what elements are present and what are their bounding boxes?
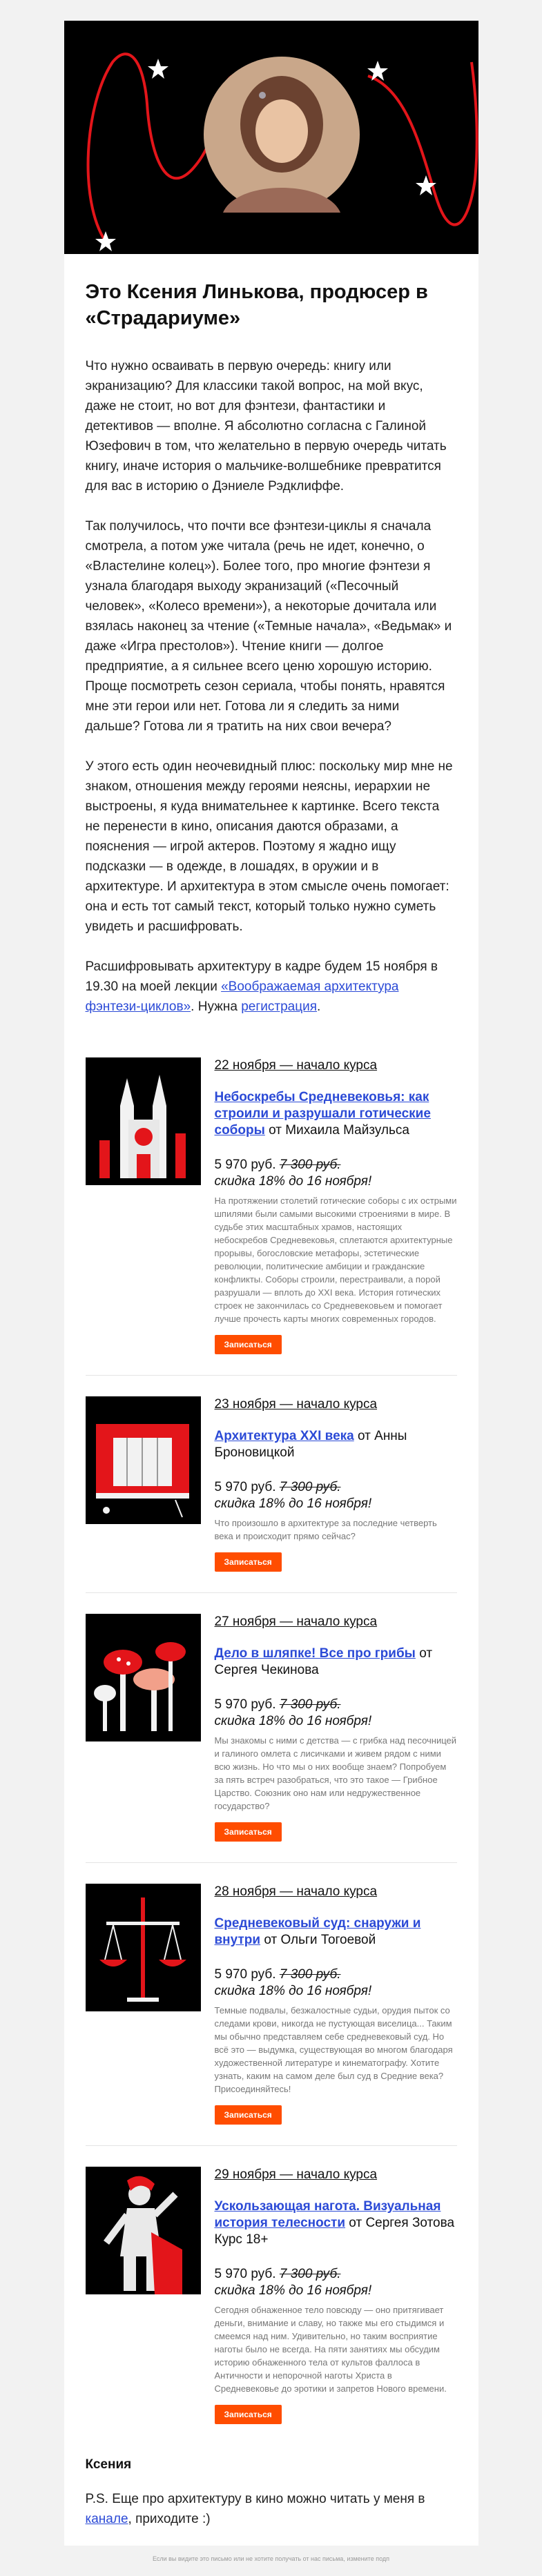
star-icon bbox=[95, 231, 116, 251]
course-title-line bbox=[215, 1089, 457, 1139]
email-container bbox=[64, 21, 478, 2572]
course-price: 5 970 руб. bbox=[214, 1480, 276, 1494]
course-image-court[interactable] bbox=[86, 1884, 201, 2011]
course-price: 5 970 руб. bbox=[214, 2267, 276, 2281]
course-old-price: 7 300 руб. bbox=[279, 1480, 341, 1494]
course-age-rating: Курс 18+ bbox=[214, 2232, 269, 2247]
enroll-button[interactable]: Записаться bbox=[215, 1822, 282, 1842]
enroll-button[interactable]: Записаться bbox=[215, 1552, 282, 1572]
course-price: 5 970 руб. bbox=[214, 1967, 276, 1982]
footer-text: Если вы видите это письмо или не хотите получать от нас письма, bbox=[152, 2555, 347, 2562]
course-price: 5 970 руб. bbox=[214, 1697, 276, 1712]
course-author: от Ольги Тогоевой bbox=[260, 1933, 376, 1947]
course-title-link[interactable]: Дело в шляпке! Все про грибы bbox=[214, 1646, 416, 1661]
course-old-price: 7 300 руб. bbox=[279, 2267, 341, 2281]
enroll-button[interactable]: Записаться bbox=[215, 2405, 282, 2424]
course-date[interactable]: 27 ноября — начало курса bbox=[214, 1614, 378, 1629]
course-discount: скидка 18% до 16 ноября! bbox=[214, 1174, 372, 1189]
course-discount: скидка 18% до 16 ноября! bbox=[214, 1496, 372, 1511]
course-title-link[interactable]: Архитектура XXI века bbox=[214, 1429, 354, 1443]
course-discount: скидка 18% до 16 ноября! bbox=[214, 1984, 372, 1998]
footer bbox=[64, 2546, 478, 2572]
course-description: Что произошло в архитектуре за последние четверть века и происходит прямо сейчас? bbox=[214, 1518, 437, 1541]
footer-link[interactable]: измените подп bbox=[347, 2555, 390, 2562]
hero-banner bbox=[64, 21, 478, 254]
course-description: Темные подвалы, безжалостные судьи, орудия пыток со следами крови, никогда не пустующая виселица... Таким мы обычно представляем себе средневековый суд. Но всё это — выдумка, существующая во многом благодаря художественной литературе и кинематографу. Хотите узнать, каким на самом деле был суд в Средние века? Присоединяйтесь! bbox=[214, 2005, 453, 2094]
course-description: Мы знакомы с ними с детства — с грибка над песочницей и галиного омлета с лисичками и живем рядом с ними всю жизнь. Но что мы о них вообще знаем? Попробуем за пять встреч разобраться, что это такое — Грибное Царство. Союзник оно нам или недружественное государство? bbox=[214, 1735, 457, 1811]
course-card bbox=[86, 1592, 457, 1862]
course-body bbox=[201, 1614, 457, 1842]
lecture-text-end: . bbox=[317, 999, 321, 1014]
course-discount: скидка 18% до 16 ноября! bbox=[214, 2283, 372, 2298]
statue-illustration bbox=[86, 2167, 201, 2294]
course-description: Сегодня обнаженное тело повсюду — оно притягивает деньги, внимание и славу, но также мы его стыдимся и смеемся над ним. Удивительно, но таким восприятие наготы было не всегда. На пяти занятиях мы обсудим историю обнаженного тела от культов фаллоса в Античности и непорочной наготы Христа в Средневековье до эротики и запретов Нового времени. bbox=[214, 2305, 447, 2394]
main-content bbox=[64, 254, 478, 2546]
course-title-link[interactable]: Средневековый суд: снаружи и внутри bbox=[214, 1916, 421, 1947]
course-old-price: 7 300 руб. bbox=[279, 1697, 341, 1712]
mushroom-illustration bbox=[86, 1614, 201, 1741]
course-image-nudity[interactable] bbox=[86, 2167, 201, 2294]
ps-text-pre: P.S. Еще про архитектуру в кино можно читать у меня в bbox=[85, 2492, 425, 2506]
course-price-line bbox=[215, 1157, 457, 1173]
postscript bbox=[86, 2489, 457, 2546]
course-price-line bbox=[215, 1967, 457, 1983]
course-description: На протяжении столетий готические соборы с их острыми шпилями были самыми высокими строениями в мире. В судьбе этих масштабных храмов, настоящих небоскребов Средневековья, сплетаются архитектурные прорывы, богословские метафоры, эстетические революции, политические амбиции и гражданские конфликты. Соборы строили, перестраивали, а порой разрушали — вплоть до XXI века. История готических строек не закончилась со Средневековьем и помогает лучше прочесть карты многих современных городов. bbox=[214, 1196, 457, 1324]
lecture-paragraph bbox=[86, 957, 457, 1017]
course-old-price: 7 300 руб. bbox=[279, 1967, 341, 1982]
course-image-architecture[interactable] bbox=[86, 1396, 201, 1524]
course-title-line bbox=[215, 1646, 457, 1679]
scales-illustration bbox=[86, 1884, 201, 2011]
course-price-line bbox=[215, 1479, 457, 1496]
enroll-button[interactable]: Записаться bbox=[215, 2105, 282, 2125]
page-title: Это Ксения Линькова, продюсер в «Страдариуме» bbox=[85, 281, 428, 329]
course-author: от Сергея Зотова bbox=[345, 2216, 455, 2230]
course-title-link[interactable]: Небоскребы Средневековья: как строили и разрушали готические соборы bbox=[214, 1090, 431, 1138]
course-title-line bbox=[215, 1428, 457, 1461]
course-date[interactable]: 23 ноября — начало курса bbox=[214, 1397, 378, 1412]
course-image-cathedral[interactable] bbox=[86, 1057, 201, 1185]
course-price-line bbox=[215, 2266, 457, 2283]
hero-red-line-right bbox=[368, 62, 477, 225]
course-title-line bbox=[215, 2198, 457, 2232]
registration-link[interactable]: регистрация bbox=[241, 999, 318, 1014]
signature: Ксения bbox=[85, 2457, 132, 2472]
course-old-price: 7 300 руб. bbox=[279, 1158, 341, 1172]
intro-paragraph-3: У этого есть один неочевидный плюс: поскольку мир мне не знаком, отношения между героями неясны, иерархии не выстроены, я куда внимательнее к картинке. Всего текста не перенести в кино, описания даются образами, а пояснения — игрой актеров. Поэтому я жадно ищу подсказки — в одежде, в лошадях, в оружии и в архитектуре. И архитектура в этом смысле очень помогает: она и есть тот самый текст, который только нужно суметь увидеть и расшифровать. bbox=[85, 759, 453, 934]
star-icon bbox=[148, 59, 168, 79]
course-body bbox=[201, 1884, 457, 2125]
hero-illustration bbox=[64, 21, 478, 254]
ps-text-post: , приходите :) bbox=[128, 2512, 211, 2526]
portrait-sparkle bbox=[259, 92, 266, 99]
course-card bbox=[86, 1862, 457, 2145]
portrait-face bbox=[255, 99, 308, 163]
course-author: от Сергея Чекинова bbox=[214, 1646, 433, 1677]
intro-paragraph-1: Что нужно осваивать в первую очередь: книгу или экранизацию? Для классики такой вопрос, на мой вкус, даже не стоит, но вот для фэнтези, фантастики и детективов — вполне. Я абсолютно согласна с Галиной Юзефович в том, что желательно в первую очередь читать книгу, иначе история о мальчике-волшебнике превратится для вас в историю о Дэниеле Рэдклиффе. bbox=[85, 359, 447, 494]
course-date[interactable]: 28 ноября — начало курса bbox=[214, 1884, 378, 1899]
course-author: от Анны Броновицкой bbox=[214, 1429, 407, 1460]
course-card bbox=[86, 2145, 457, 2445]
course-date[interactable]: 22 ноября — начало курса bbox=[214, 1058, 378, 1073]
course-title-link[interactable]: Ускользающая нагота. Визуальная история телесности bbox=[214, 2199, 441, 2230]
course-date[interactable]: 29 ноября — начало курса bbox=[214, 2167, 378, 2182]
course-card bbox=[86, 1375, 457, 1592]
course-body bbox=[201, 1057, 457, 1354]
lecture-link[interactable]: «Воображаемая архитектура фэнтези-циклов» bbox=[85, 979, 399, 1014]
course-card bbox=[86, 1037, 457, 1375]
course-author: от Михаила Майзульса bbox=[264, 1123, 409, 1138]
course-image-mushrooms[interactable] bbox=[86, 1614, 201, 1741]
course-body bbox=[201, 1396, 457, 1572]
course-price: 5 970 руб. bbox=[214, 1158, 276, 1172]
course-discount: скидка 18% до 16 ноября! bbox=[214, 1714, 372, 1728]
cathedral-illustration bbox=[86, 1057, 201, 1185]
lecture-text-mid: . Нужна bbox=[191, 999, 242, 1014]
intro-paragraph-2: Так получилось, что почти все фэнтези-циклы я сначала смотрела, а потом уже читала (речь не идет, конечно, о «Властелине колец»). Более того, про многие фэнтези я узнала благодаря выходу экранизаций («Песочный человек», «Колесо времени»), а некоторые дочитала или взялась наконец за чтение («Темные начала», «Ведьмак» и даже «Игра престолов»). Чтение книги — долгое предприятие, а я сильнее всего ценю хорошую историю. Проще посмотреть сезон сериала, чтобы понять, нравятся мне эти герои или нет. Готова ли я следить за ними дальше? Готова ли я тратить на них свои вечера? bbox=[85, 519, 452, 734]
lecture-text-pre: Расшифровывать архитектуру в кадре будем 15 ноября в 19.30 на моей лекции bbox=[85, 959, 438, 994]
course-body bbox=[201, 2167, 457, 2424]
architecture-illustration bbox=[86, 1396, 201, 1524]
course-title-line bbox=[215, 1915, 457, 1949]
course-price-line bbox=[215, 1697, 457, 1713]
enroll-button[interactable]: Записаться bbox=[215, 1335, 282, 1354]
channel-link[interactable]: канале bbox=[85, 2512, 128, 2526]
